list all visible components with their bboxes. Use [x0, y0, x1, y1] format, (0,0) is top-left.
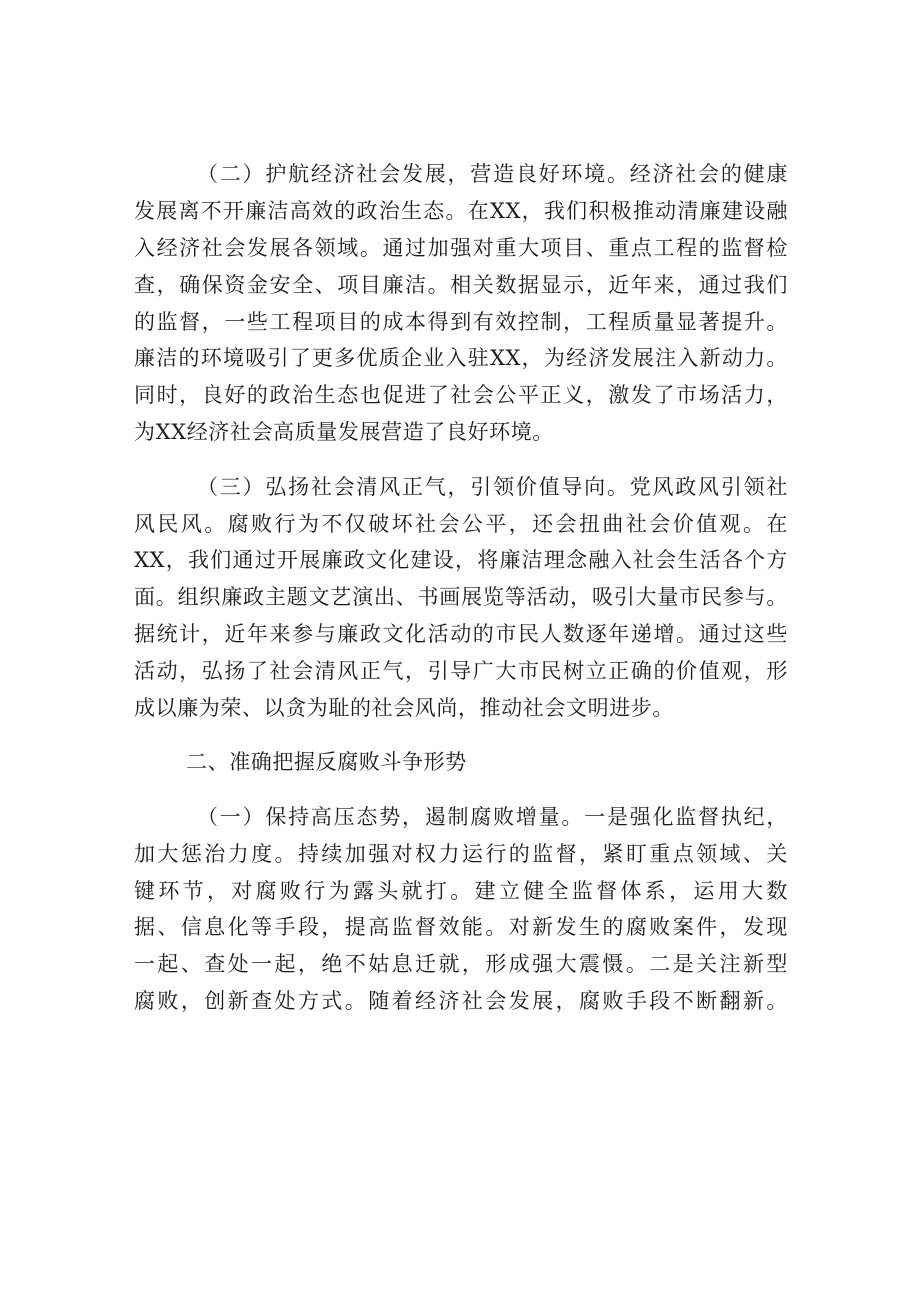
- paragraph-spacer: [134, 727, 788, 745]
- paragraph-spacer: [134, 451, 788, 469]
- paragraph-economic-development: [134, 156, 788, 451]
- text-line: 据统计，近年来参与廉政文化活动的市民人数逐年递增。通过这些: [134, 622, 788, 647]
- text-line: 一起、查处一起，绝不姑息迁就，形成强大震慑。二是关注新型: [134, 952, 788, 977]
- text-line: 活动，弘扬了社会清风正气，引导广大市民树立正确的价值观，形: [134, 659, 788, 684]
- text-line: 成以廉为荣、以贪为耻的社会风尚，推动社会文明进步。: [134, 695, 674, 720]
- text-line: 面。组织廉政主题文艺演出、书画展览等活动，吸引大量市民参与。: [134, 585, 788, 610]
- document-body: [134, 156, 788, 1020]
- text-line: 查，确保资金安全、项目廉洁。相关数据显示，近年来，通过我们: [134, 272, 788, 297]
- text-line: 为XX经济社会高质量发展营造了良好环境。: [134, 420, 554, 445]
- paragraph-high-pressure: [134, 799, 788, 1020]
- text-line: 同时，良好的政治生态也促进了社会公平正义，激发了市场活力，: [134, 383, 788, 408]
- text-line: 加大惩治力度。持续加强对权力运行的监督，紧盯重点领域、关: [134, 841, 788, 866]
- text-line: （二）护航经济社会发展，营造良好环境。经济社会的健康: [197, 162, 788, 186]
- text-line: XX，我们通过开展廉政文化建设，将廉洁理念融入社会生活各个方: [134, 548, 788, 573]
- text-line: 据、信息化等手段，提高监督效能。对新发生的腐败案件，发现: [134, 915, 788, 940]
- text-line: 键环节，对腐败行为露头就打。建立健全监督体系，运用大数: [134, 878, 788, 903]
- text-line: 的监督，一些工程项目的成本得到有效控制，工程质量显著提升。: [134, 309, 788, 334]
- section-heading: 二、准确把握反腐败斗争形势: [186, 750, 467, 775]
- paragraph-spacer: [134, 781, 788, 799]
- text-line: （一）保持高压态势，遏制腐败增量。一是强化监督执纪，: [197, 804, 788, 829]
- paragraph-social-ethos: [134, 469, 788, 727]
- text-line: 腐败，创新查处方式。随着经济社会发展，腐败手段不断翻新。: [134, 989, 788, 1014]
- text-line: 发展离不开廉洁高效的政治生态。在XX，我们积极推动清廉建设融: [134, 198, 788, 223]
- text-line: 廉洁的环境吸引了更多优质企业入驻XX，为经济发展注入新动力。: [134, 346, 788, 371]
- text-line: 风民风。腐败行为不仅破坏社会公平，还会扭曲社会价值观。在: [134, 511, 788, 536]
- text-line: 入经济社会发展各领域。通过加强对重大项目、重点工程的监督检: [134, 235, 788, 260]
- text-line: （三）弘扬社会清风正气，引领价值导向。党风政风引领社: [197, 474, 788, 499]
